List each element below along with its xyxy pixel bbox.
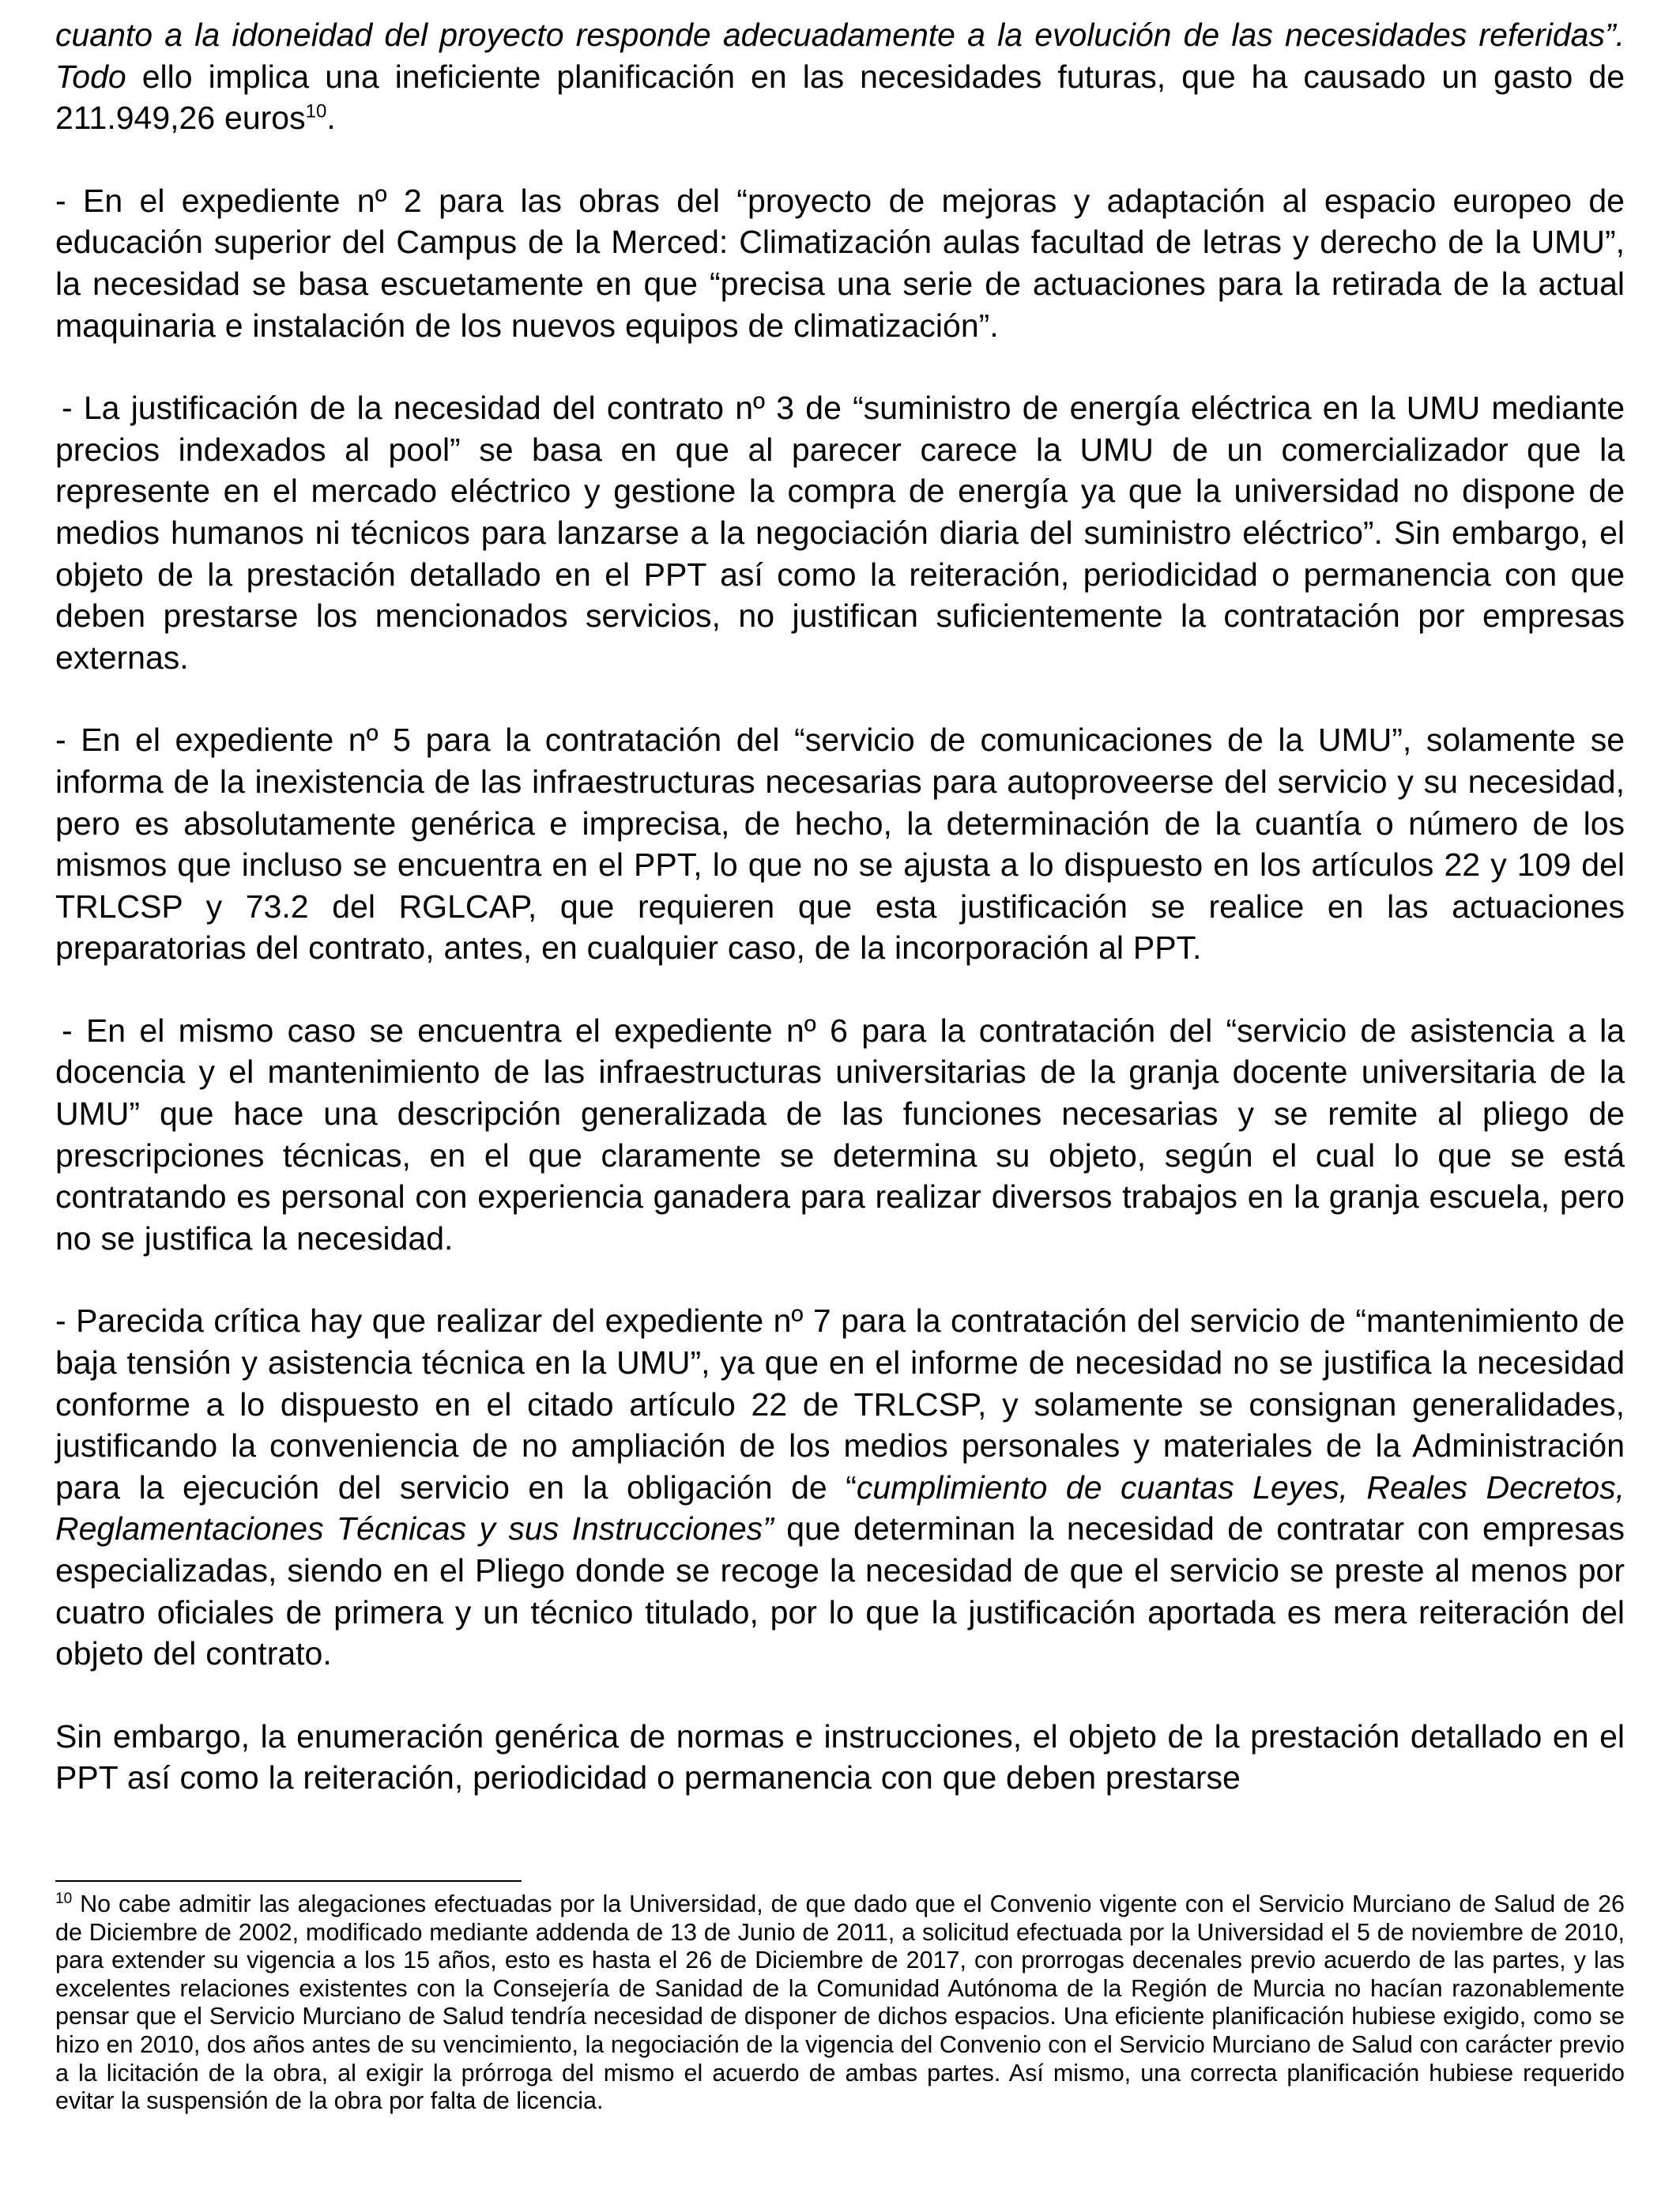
paragraph-contrato-3: - La justificación de la necesidad del contrato nº 3 de “suministro de energía eléctrica en la UMU mediante precios indexados al pool” se basa en que al parecer carece la UMU de un comercializador que la represente en el mercado eléctrico y gestione la compra de energía ya que la universidad no dispone de medios humanos ni técnicos para lanzarse a la negociación diaria del suministro eléctrico”. Sin embargo, el objeto de la prestación detallado en el PPT así como la reiteración, periodicidad o permanencia con que deben prestarse los mencionados servicios, no justifican suficientemente la contratación por empresas externas.	[55, 390, 1625, 676]
footnote-text: No cabe admitir las alegaciones efectuadas por la Universidad, de que dado que el Convenio vigente con el Servicio Murciano de Salud de 26 de Diciembre de 2002, modificado mediante addenda de 13 de Junio de 2011, a solicitud efectuada por la Universidad el 5 de noviembre de 2010, para extender su vigencia a los 15 años, esto es hasta el 26 de Diciembre de 2017, con prorrogas decenales previo acuerdo de las partes, y las excelentes relaciones existentes con la Consejería de Sanidad de la Comunidad Autónoma de la Región de Murcia no hacían razonablemente pensar que el Servicio Murciano de Salud tendría necesidad de disponer de dichos espacios. Una eficiente planificación hubiese exigido, como se hizo en 2010, dos años antes de su vencimiento, la negociación de la vigencia del Convenio con el Servicio Murciano de Salud con carácter previo a la licitación de la obra, al exigir la prórroga del mismo el acuerdo de ambas partes. Así mismo, una correcta planificación hubiese requerido evitar la suspensión de la obra por falta de licencia.	[55, 1891, 1625, 2115]
paragraph-text: ello implica una ineficiente planificación en las necesidades futuras, que ha causado un gasto de 211.949,26 euros	[55, 58, 1625, 137]
paragraph-continuation	[55, 14, 1625, 139]
paragraph-expediente-6: - En el mismo caso se encuentra el expediente nº 6 para la contratación del “servicio de asistencia a la docencia y el mantenimiento de las infraestructuras universitarias de la granja docente universitaria de la UMU” que hace una descripción generalizada de las funciones necesarias y se remite al pliego de prescripciones técnicas, en el que claramente se determina su objeto, según el cual lo que se está contratando es personal con experiencia ganadera para realizar diversos trabajos en la granja escuela, pero no se justifica la necesidad.	[55, 1012, 1625, 1257]
paragraph-text: que determinan la necesidad de contratar con empresas especializadas, siendo en el Pliego donde se recoge la necesidad de que el servicio se preste al menos por cuatro oficiales de primera y un técnico titulado, por lo que la justificación aportada es mera reiteración del objeto del contrato.	[55, 1510, 1625, 1672]
italic-word: Todo	[55, 58, 126, 95]
document-body	[55, 14, 1625, 1840]
paragraph-expediente-2: - En el expediente nº 2 para las obras del “proyecto de mejoras y adaptación al espacio europeo de educación superior del Campus de la Merced: Climatización aulas facultad de letras y derecho de la UMU”, la necesidad se basa escuetamente en que “precisa una serie de actuaciones para la retirada de la actual maquinaria e instalación de los nuevos equipos de climatización”.	[55, 182, 1625, 344]
paragraph-expediente-7	[55, 1300, 1625, 1674]
paragraph-text: - Parecida crítica hay que realizar del expediente nº 7 para la contratación del servicio de “mantenimiento de baja tensión y asistencia técnica en la UMU”, ya que en el informe de necesidad no se justifica la necesidad conforme a lo dispuesto en el citado artículo 22 de TRLCSP, y solamente se consignan generalidades, justificando la conveniencia de no ampliación de los medios personales y materiales de la Administración para la ejecución del servicio en la obligación de “	[55, 1302, 1625, 1506]
paragraph-end: .	[326, 100, 336, 137]
paragraph-expediente-5: - En el expediente nº 5 para la contratación del “servicio de comunicaciones de la UMU”, solamente se informa de la inexistencia de las infraestructuras necesarias para autoproveerse del servicio y su necesidad, pero es absolutamente genérica e imprecisa, de hecho, la determinación de la cuantía o número de los mismos que incluso se encuentra en el PPT, lo que no se ajusta a lo dispuesto en los artículos 22 y 109 del TRLCSP y 73.2 del RGLCAP, que requieren que esta justificación se realice en las actuaciones preparatorias del contrato, antes, en cualquier caso, de la incorporación al PPT.	[55, 722, 1625, 967]
footnote-reference[interactable]: 10	[305, 100, 327, 123]
footnote-separator	[55, 1880, 522, 1882]
paragraph-sin-embargo: Sin embargo, la enumeración genérica de normas e instrucciones, el objeto de la prestación detallado en el PPT así como la reiteración, periodicidad o permanencia con que deben prestarse	[55, 1717, 1625, 1796]
footnote	[55, 1891, 1625, 2116]
footnote-number: 10	[55, 1890, 73, 1907]
italic-quote: cumplimiento de cuantas Leyes, Reales Decretos, Reglamentaciones Técnicas y sus Instrucciones”	[55, 1468, 1625, 1547]
italic-quote: cuanto a la idoneidad del proyecto responde adecuadamente a la evolución de las necesidades referidas”.	[55, 17, 1625, 53]
